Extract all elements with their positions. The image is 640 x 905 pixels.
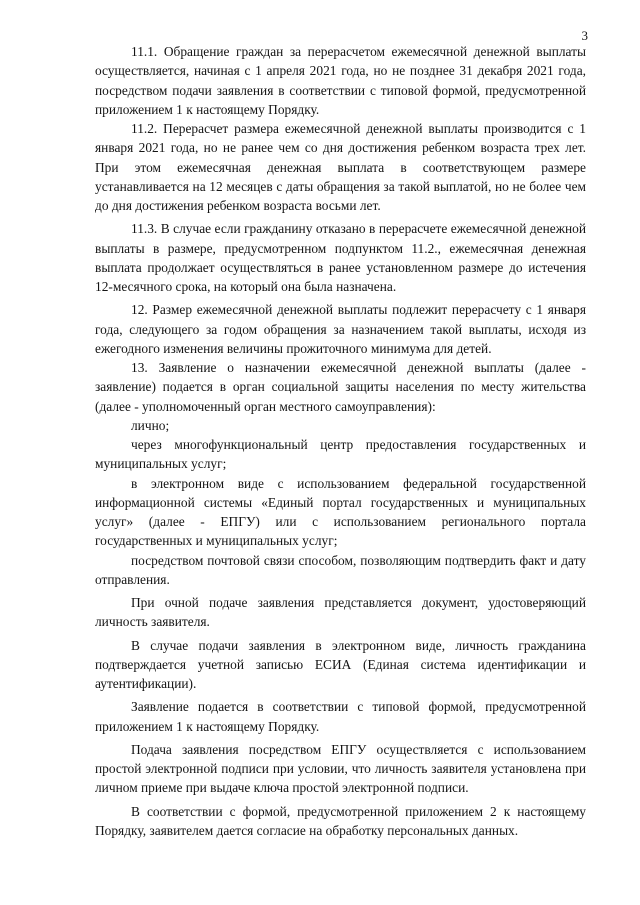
paragraph-consent: В соответствии с формой, предусмотренной приложением 2 к настоящему Порядку, заявителем дается согласие на обработку персональных данных. bbox=[95, 803, 586, 838]
paragraph-11-1: 11.1. Обращение граждан за перерасчетом ежемесячной денежной выплаты осуществляется, начиная с 1 апреля 2021 года, но не позднее 31 декабря 2021 года, посредством подачи заявления в соответствии с типовой формой, предусмотренной приложением 1 к настоящему Порядку. bbox=[95, 44, 586, 117]
paragraph-11-2: 11.2. Перерасчет размера ежемесячной денежной выплаты производится с 1 января 2021 года, но не ранее чем со дня достижения ребенком возраста трех лет. При этом ежемесячная денежная выплата в соответствующем размере устанавливается на 12 месяцев с даты обращения за такой выплатой, но не более чем до дня достижения ребенком возраста восьми лет. bbox=[95, 121, 586, 213]
paragraph-electronic-id: В случае подачи заявления в электронном виде, личность гражданина подтверждается учетной записью ЕСИА (Единая система идентификации и аутентификации). bbox=[95, 637, 586, 691]
list-item-mfc: через многофункциональный центр предоставления государственных и муниципальных услуг; bbox=[95, 437, 586, 472]
list-item-postal: посредством почтовой связи способом, позволяющим подтвердить факт и дату отправления. bbox=[95, 552, 586, 587]
list-item-electronic: в электронном виде с использованием федеральной государственной информационной системы «Единый портал государственных и муниципальных услуг» (далее - ЕПГУ) или с использованием регионального портала государственных и муниципальных услуг; bbox=[95, 475, 586, 549]
paragraph-epgu-signature: Подача заявления посредством ЕПГУ осуществляется с использованием простой электронной подписи при условии, что личность заявителя установлена при личном приеме при выдаче ключа простой электронной подписи. bbox=[95, 741, 586, 796]
list-item-in-person: лично; bbox=[131, 417, 170, 433]
paragraph-11-3: 11.3. В случае если гражданину отказано в перерасчете ежемесячной денежной выплаты в размере, предусмотренном подпунктом 11.2., ежемесячная денежная выплата продолжает осуществляться в ранее установленном размере до истечения 12-месячного срока, на который она была назначена. bbox=[95, 221, 586, 294]
page-number: 3 bbox=[581, 28, 588, 43]
paragraph-typical-form: Заявление подается в соответствии с типовой формой, предусмотренной приложением 1 к настоящему Порядку. bbox=[95, 699, 586, 734]
paragraph-12: 12. Размер ежемесячной денежной выплаты подлежит перерасчету с 1 января года, следующего за годом обращения за назначением такой выплаты, исходя из ежегодного изменения величины прожиточного минимума для детей. bbox=[95, 302, 586, 356]
paragraph-in-person-id: При очной подаче заявления представляется документ, удостоверяющий личность заявителя. bbox=[95, 595, 586, 630]
paragraph-13: 13. Заявление о назначении ежемесячной денежной выплаты (далее - заявление) подается в орган социальной защиты населения по месту жительства (далее - уполномоченный орган местного самоуправления): bbox=[95, 360, 586, 414]
document-body bbox=[95, 42, 586, 840]
